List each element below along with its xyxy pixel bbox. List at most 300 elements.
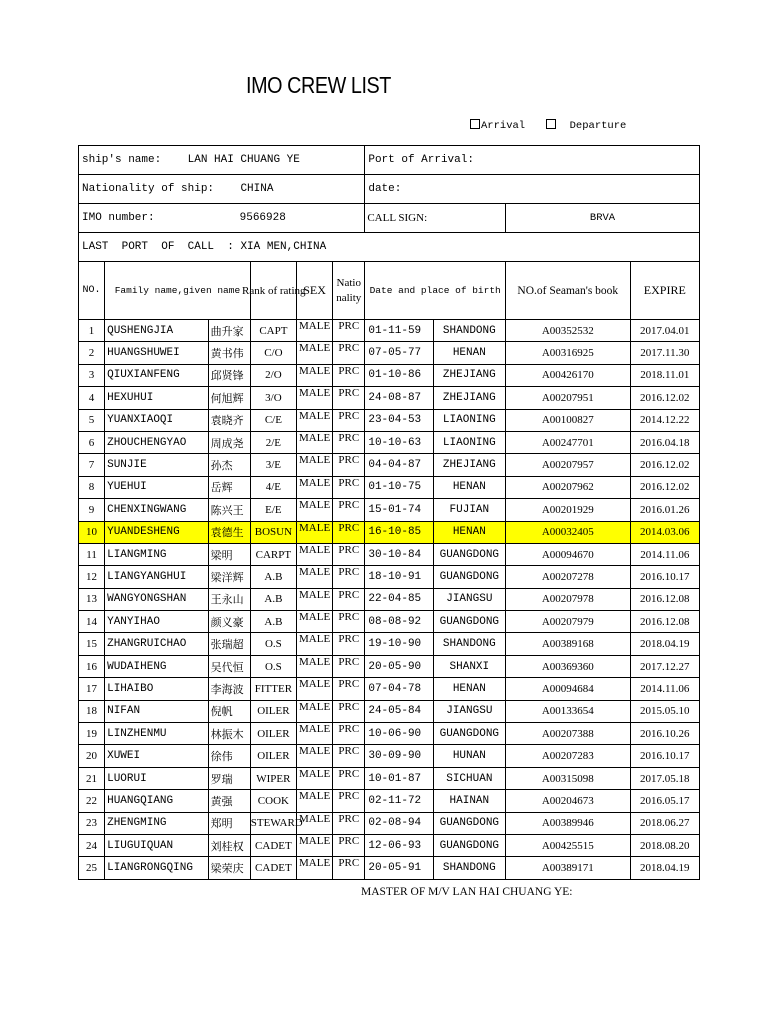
crew-no: 17: [79, 678, 105, 700]
crew-sex: MALE: [297, 320, 333, 342]
crew-birth-place: SHANXI: [433, 655, 505, 677]
page-title: IMO CREW LIST: [246, 72, 391, 98]
crew-birth-date: 01-10-75: [365, 476, 433, 498]
crew-expire: 2016.10.17: [630, 745, 699, 767]
call-sign-label: CALL SIGN:: [367, 212, 428, 224]
crew-rank: CADET: [250, 834, 296, 856]
col-name: Family name,given name: [105, 262, 251, 320]
crew-birth-place: SHANDONG: [433, 320, 505, 342]
crew-no: 1: [79, 320, 105, 342]
date-cell: [365, 175, 700, 204]
crew-sex: MALE: [297, 454, 333, 476]
nationality-cell: [79, 175, 365, 204]
crew-name: SUNJIE: [105, 454, 208, 476]
crew-expire: 2016.04.18: [630, 431, 699, 453]
crew-chinese-name: 颜义豪: [208, 611, 250, 633]
nationality-row: [79, 175, 700, 204]
crew-rank: O.S: [250, 633, 296, 655]
crew-birth-date: 20-05-90: [365, 655, 433, 677]
crew-seaman-book: A00204673: [506, 790, 631, 812]
crew-expire: 2018.04.19: [630, 633, 699, 655]
crew-expire: 2016.12.02: [630, 454, 699, 476]
crew-birth-date: 22-04-85: [365, 588, 433, 610]
crew-birth-place: GUANGDONG: [433, 611, 505, 633]
crew-chinese-name: 曲升家: [208, 320, 250, 342]
crew-nationality: PRC: [333, 431, 365, 453]
crew-expire: 2018.04.19: [630, 857, 699, 879]
crew-name: WUDAIHENG: [105, 655, 208, 677]
crew-rank: CAPT: [250, 320, 296, 342]
crew-chinese-name: 郑明: [208, 812, 250, 834]
crew-nationality: PRC: [333, 723, 365, 745]
last-port-value: XIA MEN,CHINA: [240, 241, 327, 253]
table-row: [79, 454, 700, 476]
crew-sex: MALE: [297, 543, 333, 565]
crew-rank: 2/E: [250, 431, 296, 453]
crew-sex: MALE: [297, 790, 333, 812]
crew-chinese-name: 孙杰: [208, 454, 250, 476]
crew-rank: 2/O: [250, 364, 296, 386]
crew-chinese-name: 岳辉: [208, 476, 250, 498]
crew-chinese-name: 倪帆: [208, 700, 250, 722]
crew-nationality: PRC: [333, 364, 365, 386]
last-port-cell: [79, 233, 700, 262]
crew-nationality: PRC: [333, 857, 365, 879]
table-row: [79, 767, 700, 789]
crew-sex: MALE: [297, 700, 333, 722]
crew-name: QIUXIANFENG: [105, 364, 208, 386]
crew-chinese-name: 吴代恒: [208, 655, 250, 677]
call-sign-value-cell: [506, 204, 700, 233]
table-row: [79, 723, 700, 745]
crew-birth-place: LIAONING: [433, 431, 505, 453]
crew-chinese-name: 梁荣庆: [208, 857, 250, 879]
crew-birth-place: HAINAN: [433, 790, 505, 812]
crew-expire: 2016.12.02: [630, 476, 699, 498]
col-rank-text: Rank of rating: [242, 284, 306, 297]
crew-expire: 2015.05.10: [630, 700, 699, 722]
master-signature-line: MASTER OF M/V LAN HAI CHUANG YE:: [361, 886, 573, 898]
crew-expire: 2018.08.20: [630, 834, 699, 856]
crew-no: 15: [79, 633, 105, 655]
crew-seaman-book: A00032405: [506, 521, 631, 543]
table-row: [79, 364, 700, 386]
crew-seaman-book: A00207978: [506, 588, 631, 610]
crew-birth-date: 10-06-90: [365, 723, 433, 745]
crew-sex: MALE: [297, 566, 333, 588]
crew-no: 14: [79, 611, 105, 633]
crew-name: LIANGRONGQING: [105, 857, 208, 879]
crew-seaman-book: A00316925: [506, 342, 631, 364]
crew-rank: STEWARD: [250, 812, 296, 834]
crew-nationality: PRC: [333, 812, 365, 834]
crew-sex: MALE: [297, 387, 333, 409]
crew-chinese-name: 王永山: [208, 588, 250, 610]
crew-no: 7: [79, 454, 105, 476]
crew-birth-place: LIAONING: [433, 409, 505, 431]
crew-nationality: PRC: [333, 611, 365, 633]
crew-list-table: [78, 145, 700, 880]
crew-no: 13: [79, 588, 105, 610]
crew-name: LIHAIBO: [105, 678, 208, 700]
crew-rank: A.B: [250, 566, 296, 588]
ship-name-label: ship's name:: [82, 154, 162, 166]
crew-name: LINZHENMU: [105, 723, 208, 745]
crew-birth-date: 02-11-72: [365, 790, 433, 812]
imo-number-value: 9566928: [239, 212, 286, 224]
crew-rank: OILER: [250, 723, 296, 745]
crew-name: LIANGYANGHUI: [105, 566, 208, 588]
crew-no: 19: [79, 723, 105, 745]
crew-expire: 2018.11.01: [630, 364, 699, 386]
crew-name: CHENXINGWANG: [105, 499, 208, 521]
crew-expire: 2016.05.17: [630, 790, 699, 812]
crew-birth-date: 02-08-94: [365, 812, 433, 834]
crew-rank: OILER: [250, 745, 296, 767]
departure-label: Departure: [569, 120, 627, 132]
crew-rank: O.S: [250, 655, 296, 677]
crew-seaman-book: A00247701: [506, 431, 631, 453]
crew-birth-place: GUANGDONG: [433, 723, 505, 745]
imo-number-cell: [79, 204, 365, 233]
arrival-label: Arrival: [481, 120, 526, 132]
port-of-arrival-label: Port of Arrival:: [368, 154, 474, 166]
crew-birth-date: 10-10-63: [365, 431, 433, 453]
table-row: [79, 431, 700, 453]
crew-nationality: PRC: [333, 566, 365, 588]
crew-nationality: PRC: [333, 543, 365, 565]
date-label: date:: [368, 183, 402, 195]
col-sex: SEX: [297, 262, 333, 320]
crew-birth-place: HENAN: [433, 678, 505, 700]
crew-chinese-name: 徐伟: [208, 745, 250, 767]
crew-sex: MALE: [297, 476, 333, 498]
crew-name: XUWEI: [105, 745, 208, 767]
crew-birth-place: GUANGDONG: [433, 543, 505, 565]
crew-no: 9: [79, 499, 105, 521]
departure-checkbox[interactable]: [546, 119, 556, 129]
table-row: [79, 588, 700, 610]
crew-no: 23: [79, 812, 105, 834]
arrival-checkbox[interactable]: [470, 119, 480, 129]
crew-birth-place: HENAN: [433, 342, 505, 364]
crew-name: LUORUI: [105, 767, 208, 789]
crew-sex: MALE: [297, 611, 333, 633]
crew-chinese-name: 陈兴王: [208, 499, 250, 521]
crew-birth-date: 15-01-74: [365, 499, 433, 521]
crew-name: HUANGQIANG: [105, 790, 208, 812]
table-row: [79, 633, 700, 655]
crew-rank: 3/E: [250, 454, 296, 476]
crew-expire: 2017.12.27: [630, 655, 699, 677]
crew-expire: 2016.12.08: [630, 588, 699, 610]
ship-name-row: [79, 146, 700, 175]
crew-expire: 2017.04.01: [630, 320, 699, 342]
crew-chinese-name: 梁明: [208, 543, 250, 565]
imo-number-label: IMO number:: [82, 212, 155, 224]
crew-birth-place: GUANGDONG: [433, 834, 505, 856]
crew-seaman-book: A00133654: [506, 700, 631, 722]
crew-chinese-name: 黄书伟: [208, 342, 250, 364]
crew-rank: FITTER: [250, 678, 296, 700]
arrival-option[interactable]: [470, 119, 525, 132]
crew-chinese-name: 黄强: [208, 790, 250, 812]
crew-expire: 2016.01.26: [630, 499, 699, 521]
crew-seaman-book: A00207951: [506, 387, 631, 409]
crew-seaman-book: A00352532: [506, 320, 631, 342]
crew-rank: A.B: [250, 611, 296, 633]
crew-no: 22: [79, 790, 105, 812]
table-row: [79, 745, 700, 767]
table-row: [79, 790, 700, 812]
crew-chinese-name: 袁德生: [208, 521, 250, 543]
crew-seaman-book: A00425515: [506, 834, 631, 856]
crew-no: 21: [79, 767, 105, 789]
crew-birth-place: GUANGDONG: [433, 566, 505, 588]
table-row: [79, 342, 700, 364]
crew-seaman-book: A00207962: [506, 476, 631, 498]
crew-sex: MALE: [297, 633, 333, 655]
crew-sex: MALE: [297, 857, 333, 879]
crew-expire: 2017.05.18: [630, 767, 699, 789]
crew-expire: 2016.10.17: [630, 566, 699, 588]
col-seaman-book: NO.of Seaman's book: [506, 262, 631, 320]
crew-birth-place: ZHEJIANG: [433, 454, 505, 476]
crew-chinese-name: 袁晓齐: [208, 409, 250, 431]
table-row: [79, 521, 700, 543]
crew-nationality: PRC: [333, 745, 365, 767]
crew-birth-date: 24-05-84: [365, 700, 433, 722]
crew-birth-date: 16-10-85: [365, 521, 433, 543]
crew-expire: 2016.10.26: [630, 723, 699, 745]
crew-name: NIFAN: [105, 700, 208, 722]
crew-sex: MALE: [297, 342, 333, 364]
crew-nationality: PRC: [333, 521, 365, 543]
crew-seaman-book: A00207283: [506, 745, 631, 767]
crew-chinese-name: 罗瑞: [208, 767, 250, 789]
crew-name: ZHANGRUICHAO: [105, 633, 208, 655]
crew-sex: MALE: [297, 521, 333, 543]
crew-rank: COOK: [250, 790, 296, 812]
crew-birth-date: 12-06-93: [365, 834, 433, 856]
crew-birth-place: FUJIAN: [433, 499, 505, 521]
crew-birth-date: 08-08-92: [365, 611, 433, 633]
crew-expire: 2016.12.08: [630, 611, 699, 633]
crew-no: 8: [79, 476, 105, 498]
crew-nationality: PRC: [333, 678, 365, 700]
crew-name: QUSHENGJIA: [105, 320, 208, 342]
crew-no: 10: [79, 521, 105, 543]
table-row: [79, 834, 700, 856]
crew-chinese-name: 张瑞超: [208, 633, 250, 655]
crew-birth-date: 19-10-90: [365, 633, 433, 655]
crew-nationality: PRC: [333, 499, 365, 521]
crew-seaman-book: A00207278: [506, 566, 631, 588]
crew-sex: MALE: [297, 723, 333, 745]
crew-no: 18: [79, 700, 105, 722]
crew-name: WANGYONGSHAN: [105, 588, 208, 610]
crew-birth-place: JIANGSU: [433, 588, 505, 610]
crew-seaman-book: A00094670: [506, 543, 631, 565]
crew-seaman-book: A00389946: [506, 812, 631, 834]
crew-rank: A.B: [250, 588, 296, 610]
ship-name-value: LAN HAI CHUANG YE: [187, 154, 300, 166]
port-of-arrival-cell: [365, 146, 700, 175]
crew-rank: WIPER: [250, 767, 296, 789]
crew-nationality: PRC: [333, 387, 365, 409]
table-row: [79, 476, 700, 498]
table-row: [79, 387, 700, 409]
crew-sex: MALE: [297, 364, 333, 386]
table-row: [79, 499, 700, 521]
column-header-row: [79, 262, 700, 320]
crew-nationality: PRC: [333, 700, 365, 722]
crew-expire: 2016.12.02: [630, 387, 699, 409]
col-rank: [242, 262, 306, 320]
crew-expire: 2018.06.27: [630, 812, 699, 834]
table-row: [79, 409, 700, 431]
col-expire: EXPIRE: [630, 262, 699, 320]
table-row: [79, 611, 700, 633]
crew-seaman-book: A00315098: [506, 767, 631, 789]
crew-birth-place: HENAN: [433, 476, 505, 498]
crew-rank: OILER: [250, 700, 296, 722]
table-row: [79, 320, 700, 342]
crew-birth-place: ZHEJIANG: [433, 364, 505, 386]
crew-seaman-book: A00094684: [506, 678, 631, 700]
crew-expire: 2014.11.06: [630, 678, 699, 700]
crew-sex: MALE: [297, 431, 333, 453]
crew-birth-place: SHANDONG: [433, 633, 505, 655]
call-sign-value: BRVA: [589, 212, 616, 224]
crew-nationality: PRC: [333, 409, 365, 431]
crew-no: 24: [79, 834, 105, 856]
crew-sex: MALE: [297, 409, 333, 431]
imo-number-row: [79, 204, 700, 233]
crew-nationality: PRC: [333, 633, 365, 655]
crew-no: 6: [79, 431, 105, 453]
crew-rank: BOSUN: [250, 521, 296, 543]
crew-name: YUANXIAOQI: [105, 409, 208, 431]
col-nationality: Nationality: [333, 262, 365, 320]
crew-no: 16: [79, 655, 105, 677]
crew-expire: 2014.11.06: [630, 543, 699, 565]
ship-name-cell: [79, 146, 365, 175]
crew-nationality: PRC: [333, 834, 365, 856]
crew-rank: 3/O: [250, 387, 296, 409]
last-port-label: LAST PORT OF CALL :: [82, 241, 234, 253]
crew-birth-date: 01-10-86: [365, 364, 433, 386]
crew-nationality: PRC: [333, 655, 365, 677]
crew-seaman-book: A00369360: [506, 655, 631, 677]
crew-seaman-book: A00426170: [506, 364, 631, 386]
crew-sex: MALE: [297, 745, 333, 767]
crew-sex: MALE: [297, 678, 333, 700]
crew-seaman-book: A00207388: [506, 723, 631, 745]
departure-option[interactable]: [546, 119, 626, 132]
crew-name: YANYIHAO: [105, 611, 208, 633]
crew-no: 12: [79, 566, 105, 588]
crew-birth-date: 24-08-87: [365, 387, 433, 409]
crew-name: LIUGUIQUAN: [105, 834, 208, 856]
crew-sex: MALE: [297, 655, 333, 677]
crew-chinese-name: 何旭辉: [208, 387, 250, 409]
crew-no: 11: [79, 543, 105, 565]
crew-nationality: PRC: [333, 767, 365, 789]
crew-chinese-name: 林振木: [208, 723, 250, 745]
crew-seaman-book: A00207957: [506, 454, 631, 476]
crew-name: ZHENGMING: [105, 812, 208, 834]
crew-rank: C/O: [250, 342, 296, 364]
crew-nationality: PRC: [333, 790, 365, 812]
crew-seaman-book: A00201929: [506, 499, 631, 521]
table-row: [79, 566, 700, 588]
call-sign-label-cell: [365, 204, 506, 233]
crew-name: ZHOUCHENGYAO: [105, 431, 208, 453]
crew-chinese-name: 梁洋辉: [208, 566, 250, 588]
crew-no: 5: [79, 409, 105, 431]
col-birth: Date and place of birth: [365, 262, 506, 320]
crew-no: 4: [79, 387, 105, 409]
col-no: NO.: [79, 262, 105, 320]
crew-sex: MALE: [297, 834, 333, 856]
crew-chinese-name: 李海波: [208, 678, 250, 700]
crew-sex: MALE: [297, 812, 333, 834]
table-row: [79, 857, 700, 879]
table-row: [79, 812, 700, 834]
crew-no: 2: [79, 342, 105, 364]
table-row: [79, 678, 700, 700]
crew-birth-place: SHANDONG: [433, 857, 505, 879]
crew-expire: 2014.12.22: [630, 409, 699, 431]
crew-birth-place: SICHUAN: [433, 767, 505, 789]
crew-rank: CARPT: [250, 543, 296, 565]
crew-birth-date: 18-10-91: [365, 566, 433, 588]
crew-birth-date: 23-04-53: [365, 409, 433, 431]
crew-birth-date: 10-01-87: [365, 767, 433, 789]
crew-birth-date: 07-04-78: [365, 678, 433, 700]
nationality-value: CHINA: [240, 183, 274, 195]
crew-name: LIANGMING: [105, 543, 208, 565]
crew-name: YUEHUI: [105, 476, 208, 498]
crew-no: 3: [79, 364, 105, 386]
crew-sex: MALE: [297, 499, 333, 521]
crew-birth-date: 20-05-91: [365, 857, 433, 879]
crew-rank: E/E: [250, 499, 296, 521]
crew-birth-place: HUNAN: [433, 745, 505, 767]
crew-birth-place: GUANGDONG: [433, 812, 505, 834]
table-row: [79, 655, 700, 677]
crew-name: HUANGSHUWEI: [105, 342, 208, 364]
crew-birth-place: HENAN: [433, 521, 505, 543]
last-port-row: [79, 233, 700, 262]
crew-nationality: PRC: [333, 454, 365, 476]
crew-no: 20: [79, 745, 105, 767]
crew-rank: 4/E: [250, 476, 296, 498]
crew-birth-date: 30-09-90: [365, 745, 433, 767]
crew-expire: 2014.03.06: [630, 521, 699, 543]
crew-birth-place: JIANGSU: [433, 700, 505, 722]
crew-birth-date: 30-10-84: [365, 543, 433, 565]
crew-expire: 2017.11.30: [630, 342, 699, 364]
crew-rank: C/E: [250, 409, 296, 431]
crew-seaman-book: A00389171: [506, 857, 631, 879]
crew-nationality: PRC: [333, 588, 365, 610]
crew-birth-date: 01-11-59: [365, 320, 433, 342]
crew-chinese-name: 刘桂权: [208, 834, 250, 856]
crew-birth-place: ZHEJIANG: [433, 387, 505, 409]
table-row: [79, 700, 700, 722]
